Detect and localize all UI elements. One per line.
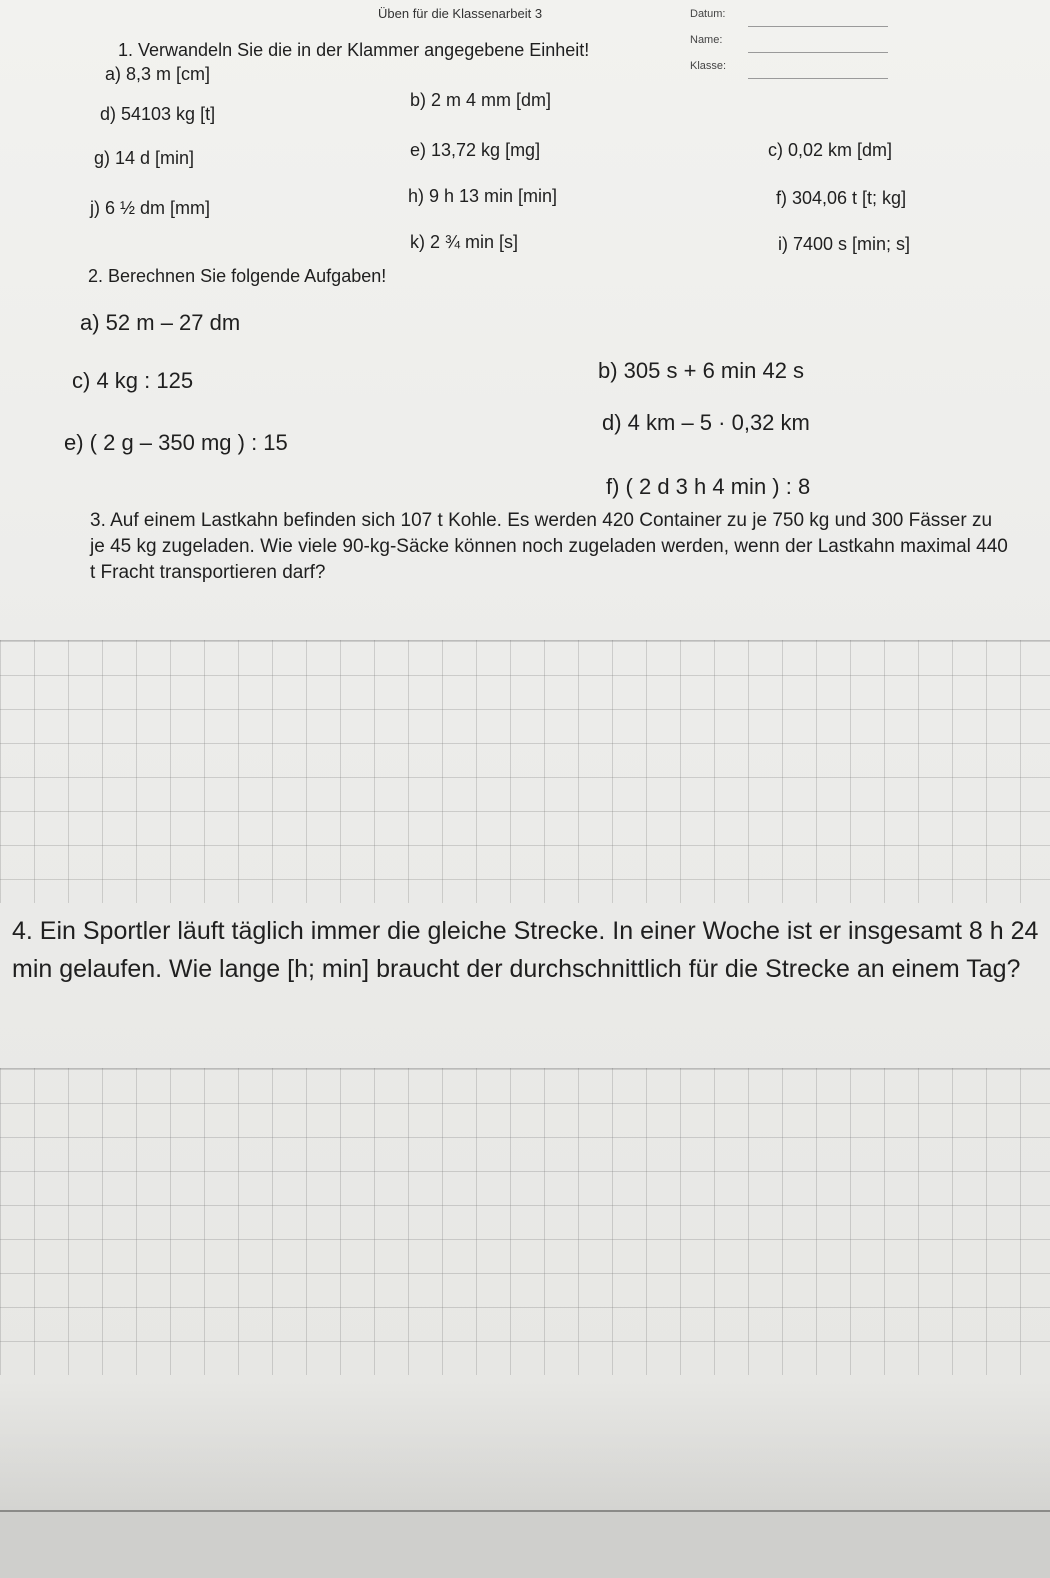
table-surface (0, 1510, 1050, 1578)
task1-item-k: k) 2 ¾ min [s] (410, 232, 519, 252)
task3-text: 3. Auf einem Lastkahn befinden sich 107 t Kohle. Es werden 420 Container zu je 750 kg und 300 Fässer zu je 45 kg zugeladen. Wie viele 90-kg-Säcke können noch zugeladen werden, wenn der Lastkahn maximal 440 t Fracht transportieren darf? (90, 510, 1008, 583)
task1-heading: 1. Verwandeln Sie die in der Klammer angegebene Einheit! (118, 40, 590, 60)
task1-item-d: d) 54103 kg [t] (100, 104, 216, 124)
task1-item-b: b) 2 m 4 mm [dm] (410, 90, 552, 110)
task4-text: 4. Ein Sportler läuft täglich immer die gleiche Strecke. In einer Woche ist er insgesamt 8 h 24 min gelaufen. Wie lange [h; min] braucht der durchschnittlich für die Strecke an einem Tag? (12, 917, 1039, 983)
page-shadow (0, 1380, 1050, 1510)
date-line (748, 26, 888, 27)
task1-item-i: i) 7400 s [min; s] (778, 234, 911, 254)
task1-item-f: f) 304,06 t [t; kg] (776, 188, 907, 208)
class-label: Klasse: (690, 60, 727, 72)
task2-item-f: f) ( 2 d 3 h 4 min ) : 8 (606, 474, 811, 499)
name-line (748, 52, 888, 53)
task2-item-d: d) 4 km – 5 · 0,32 km (602, 410, 810, 435)
task1-item-g: g) 14 d [min] (94, 148, 195, 168)
task2-item-a: a) 52 m – 27 dm (80, 310, 241, 335)
task2-item-b: b) 305 s + 6 min 42 s (598, 358, 805, 383)
task2-item-c: c) 4 kg : 125 (72, 368, 194, 393)
class-line (748, 78, 888, 79)
worksheet-title: Üben für die Klassenarbeit 3 (378, 6, 543, 21)
task2-item-e: e) ( 2 g – 350 mg ) : 15 (64, 430, 288, 455)
task1-item-j: j) 6 ½ dm [mm] (90, 198, 211, 218)
name-label: Name: (690, 34, 723, 46)
date-label: Datum: (690, 8, 726, 20)
task4-answer-grid[interactable] (0, 1068, 1050, 1375)
task3-answer-grid[interactable] (0, 640, 1050, 903)
task1-item-a: a) 8,3 m [cm] (105, 64, 211, 84)
task1-item-e: e) 13,72 kg [mg] (410, 140, 541, 160)
task1-item-h: h) 9 h 13 min [min] (408, 186, 558, 206)
task1-item-c: c) 0,02 km [dm] (768, 140, 893, 160)
task2-heading: 2. Berechnen Sie folgende Aufgaben! (88, 266, 387, 286)
